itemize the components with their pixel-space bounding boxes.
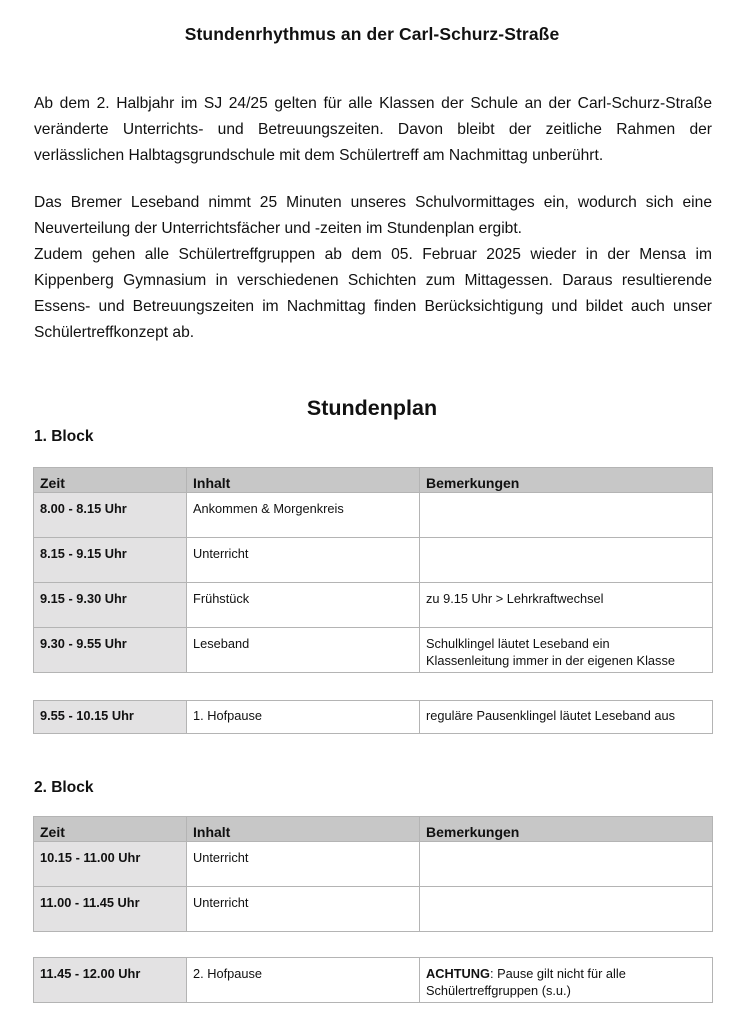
table-row — [34, 958, 713, 1003]
intro-paragraph-2b: Zudem gehen alle Schülertreffgruppen ab dem 05. Februar 2025 wieder in der Mensa im Kippenberg Gymnasium in verschiedenen Schichten zum Mittagessen. Daraus resultierende Essens- und Betreuungszeiten im Nachmittag finden Berücksichtigung und bildet auch unser Schülertreffkonzept ab. — [34, 246, 712, 341]
bemerkung-line-2: Klassenleitung immer in der eigenen Klasse — [426, 653, 675, 668]
zeit-cell: 11.00 - 11.45 Uhr — [34, 887, 187, 932]
table-row — [34, 583, 713, 628]
inhalt-cell: Unterricht — [187, 538, 420, 583]
zeit-cell: 8.15 - 9.15 Uhr — [34, 538, 187, 583]
header-zeit: Zeit — [34, 817, 187, 842]
achtung-label: ACHTUNG — [426, 966, 490, 981]
header-bemerkungen: Bemerkungen — [420, 468, 713, 493]
block-2-table — [33, 816, 713, 932]
intro-paragraph-2a: Das Bremer Leseband nimmt 25 Minuten unseres Schulvormittages ein, wodurch sich eine Neuverteilung der Unterrichtsfächer und -zeiten im Stundenplan ergibt. — [34, 194, 712, 237]
bemerkung-cell — [420, 493, 713, 538]
bemerkung-cell — [420, 538, 713, 583]
table-row — [34, 538, 713, 583]
zeit-cell: 9.55 - 10.15 Uhr — [34, 701, 187, 734]
zeit-cell: 9.30 - 9.55 Uhr — [34, 628, 187, 673]
inhalt-cell: Unterricht — [187, 842, 420, 887]
header-inhalt: Inhalt — [187, 468, 420, 493]
plan-title: Stundenplan — [306, 396, 438, 420]
block-1-table — [33, 467, 713, 673]
bemerkung-cell: zu 9.15 Uhr > Lehrkraftwechsel — [420, 583, 713, 628]
block-1-label: 1. Block — [34, 428, 94, 445]
inhalt-cell: Unterricht — [187, 887, 420, 932]
bemerkung-cell — [420, 842, 713, 887]
inhalt-cell: 2. Hofpause — [187, 958, 420, 1003]
block-1-pause-table — [33, 700, 713, 734]
bemerkung-line-2: Schülertreffgruppen (s.u.) — [426, 983, 571, 998]
table-row — [34, 887, 713, 932]
header-inhalt: Inhalt — [187, 817, 420, 842]
bemerkung-cell — [420, 887, 713, 932]
bemerkung-line-1: Schulklingel läutet Leseband ein — [426, 636, 610, 651]
header-bemerkungen: Bemerkungen — [420, 817, 713, 842]
intro-paragraph-1: Ab dem 2. Halbjahr im SJ 24/25 gelten für alle Klassen der Schule an der Carl-Schurz-Straße veränderte Unterrichts- und Betreuungszeiten. Davon bleibt der zeitliche Rahmen der verlässlichen Halbtagsgrundschule mit dem Schülertreff am Nachmittag unberührt. — [34, 95, 712, 164]
bemerkung-cell — [420, 958, 713, 1003]
table-header-row — [34, 817, 713, 842]
zeit-cell: 10.15 - 11.00 Uhr — [34, 842, 187, 887]
block-2-pause-table — [33, 957, 713, 1003]
document-title: Stundenrhythmus an der Carl-Schurz-Straße — [184, 24, 560, 44]
table-row — [34, 842, 713, 887]
inhalt-cell: Ankommen & Morgenkreis — [187, 493, 420, 538]
bemerkung-cell — [420, 628, 713, 673]
block-2-label: 2. Block — [34, 779, 94, 796]
bemerkung-rest: : Pause gilt nicht für alle — [489, 966, 626, 981]
zeit-cell: 9.15 - 9.30 Uhr — [34, 583, 187, 628]
table-row — [34, 701, 713, 734]
inhalt-cell: Frühstück — [187, 583, 420, 628]
zeit-cell: 11.45 - 12.00 Uhr — [34, 958, 187, 1003]
header-zeit: Zeit — [34, 468, 187, 493]
bemerkung-cell: reguläre Pausenklingel läutet Leseband aus — [420, 701, 713, 734]
table-row — [34, 493, 713, 538]
zeit-cell: 8.00 - 8.15 Uhr — [34, 493, 187, 538]
inhalt-cell: Leseband — [187, 628, 420, 673]
table-header-row — [34, 468, 713, 493]
inhalt-cell: 1. Hofpause — [187, 701, 420, 734]
table-row — [34, 628, 713, 673]
intro-paragraph-2 — [34, 190, 712, 346]
